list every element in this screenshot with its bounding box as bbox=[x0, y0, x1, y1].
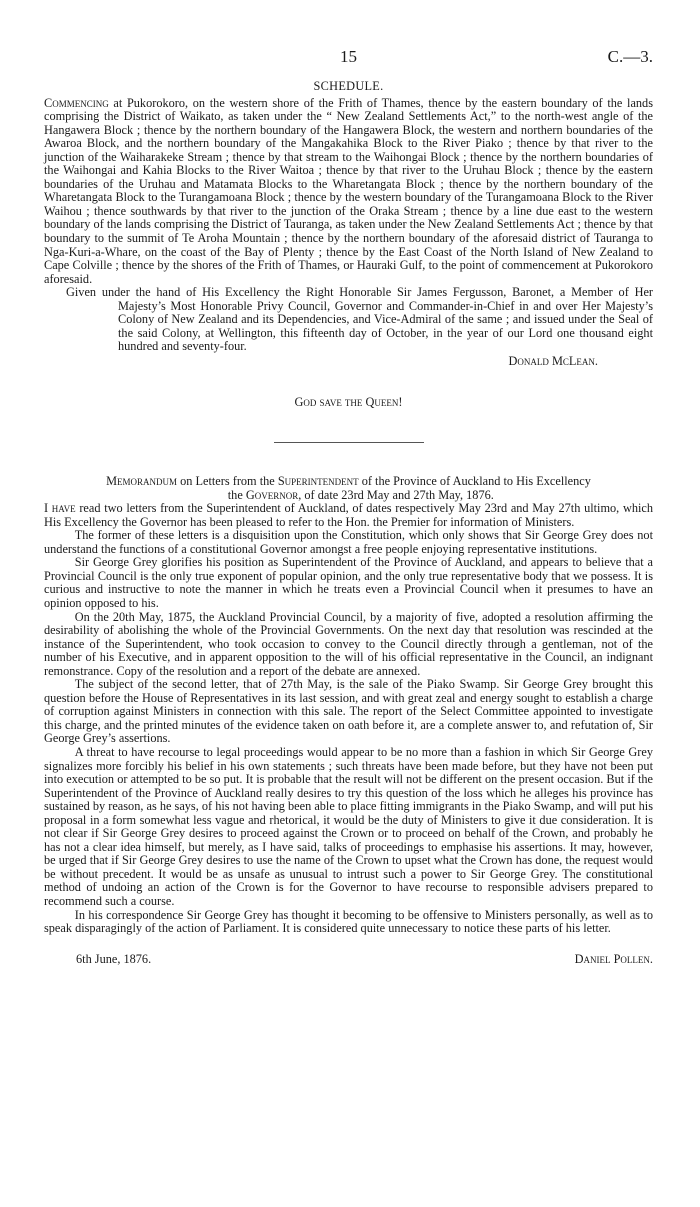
document-code: C.—3. bbox=[607, 47, 653, 66]
schedule-body: at Pukorokoro, on the western shore of the Frith of Thames, thence by the eastern boundary of the lands comprising the District of Waikato, as taken under the “ New Zealand Settlements Act,” to the north-west angle of the Hangawera Block ; thence by the northern boundary of the Hangawera Block, the western and northern boundaries of the Awaroa Block, and the northern boundary of the Mangakahika Block to the River Piako ; thence by that river to the junction of the Waiharakeke Stream ; thence by that stream to the Waihongai Block ; thence by the northern boundaries of the Waihongai and Kahia Blocks to the River Waitoa ; thence by that river to the Uruhau Block ; thence by the eastern boundaries of the Uruhau and Matamata Blocks to the Wharetangata Block ; thence by the northern boundary of the Wharetangata Block to the Turangamoana Block ; thence by the western boundary of the Turangamoana Block to the River Waihou ; thence southwards by that river to the junction of the Oraka Stream ; thence by a line due east to the western boundary of the lands comprising the District of Tauranga, as taken under the New Zealand Settlements Act ; thence by that boundary to the summit of Te Aroha Mountain ; thence by the northern boundary of the aforesaid district of Tauranga to Nga-Kuri-a-Whare, on the coast of the Bay of Plenty ; thence by the East Coast of the North Island of New Zealand to Cape Colville ; thence by the shores of the Frith of Thames, or Hauraki Gulf, to the point of commencement at Pukorokoro aforesaid. bbox=[44, 95, 653, 286]
schedule-paragraph bbox=[44, 97, 653, 287]
memo-paragraph-1-text: read two letters from the Superintendent of Auckland, of dates respectively May 23rd and May 27th ultimo, which His Excellency the Governor has been pleased to refer to the Hon. the Premier for information of Ministers. bbox=[44, 501, 653, 529]
memo-paragraph-6: A threat to have recourse to legal proceedings would appear to be no more than a fashion in which Sir George Grey signalizes more forcibly his belief in his own statements ; such threats have been made before, but they have not been put into execution or attempted to be so put. It is probable that the result will not be different on the present occasion. But if the Superintendent of the Province of Auckland really desires to try this question of the loss which he alleges his province has sustained by reason, as he says, of his not having been able to place fitting immigrants in the Piako Swamp, and will put his proposal in a form somewhat less vague and rhetorical, it would be the duty of Ministers to give it due consideration. It is not clear if Sir George Grey desires to proceed against the Crown or to proceed on behalf of the Crown, and probably he has not a clear idea himself, but merely, as I have said, talks of proceedings to emphasise his assertions. It may, however, be urged that if Sir George Grey desires to use the name of the Crown to upset what the Crown has done, the request would be without precedent. It would be as unsafe as unusual to intrust such a power to Sir George Grey. The constitutional method of undoing an action of the Crown is for the Governor to have recourse to responsible advisers prepared to recommend such a course. bbox=[44, 744, 653, 908]
memo-paragraph-3: Sir George Grey glorifies his position as Superintendent of the Province of Auckland, and appears to believe that a Provincial Council is the only true exponent of popular opinion, and the only true representative body that we possess. It is curious and instructive to note the manner in which he treats even a Provincial Council when it presumes to have an opinion opposed to his. bbox=[44, 555, 653, 610]
memo-paragraph-7: In his correspondence Sir George Grey has thought it becoming to be offensive to Ministers personally, as well as to speak disparagingly of the action of Parliament. It is considered quite unnecessary to notice these parts of his letter. bbox=[44, 907, 653, 936]
memo-paragraph-4: On the 20th May, 1875, the Auckland Provincial Council, by a majority of five, adopted a resolution affirming the desirability of abolishing the whole of the Provincial Governments. On the next day that resolution was rescinded at the instance of the Superintendent, who took occasion to convey to the Council directly through a gentleman, not of the number of his Executive, and in apparent opposition to the will of his official representative in the Council, an indignant remonstrance. Copy of the resolution and a report of the debate are annexed. bbox=[44, 609, 653, 678]
schedule-heading: SCHEDULE. bbox=[313, 79, 384, 93]
memo-date: 6th June, 1876. bbox=[76, 951, 152, 966]
given-clause: Given under the hand of His Excellency the Right Honorable Sir James Fergusson, Baronet, a Member of Her Majesty’s Most Honorable Privy Council, Governor and Commander-in-Chief in and over Her Majesty’s Colony of New Zealand and its Dependencies, and Vice-Admiral of the same ; and issued under the Seal of the said Colony, at Wellington, this fifteenth day of October, in the year of our Lord one thousand eight hundred and seventy-four. bbox=[66, 285, 653, 354]
memo-title-lead: Memorandum bbox=[106, 474, 178, 489]
god-save-the-queen: God save the Queen! bbox=[294, 395, 403, 410]
memo-title-part: the bbox=[227, 487, 246, 502]
memo-title-part: , of date 23rd May and 27th May, 1876. bbox=[298, 487, 494, 502]
schedule-signer: Donald McLean. bbox=[508, 353, 598, 368]
memo-paragraph-5: The subject of the second letter, that of 27th May, is the sale of the Piako Swamp. Sir George Grey brought this question before the House of Representatives in its last session, and with great zeal and energy sought to establish a charge of corruption against Ministers in connection with this sale. The report of the Select Committee appointed to investigate this charge, and the printed minutes of the evidence taken on oath before it, are a complete answer to, and refutation of, Sir George Grey’s assertions. bbox=[44, 677, 653, 746]
memo-paragraph-1 bbox=[44, 502, 653, 529]
memo-lead: I have bbox=[44, 501, 76, 516]
memo-title bbox=[44, 475, 653, 502]
memo-title-superintendent: Superintendent bbox=[277, 474, 359, 489]
memo-paragraph-2: The former of these letters is a disquisition upon the Constitution, which only shows that Sir George Grey does not understand the functions of a constitutional Governor amongst a free people enjoying representative institutions. bbox=[44, 528, 653, 556]
section-divider bbox=[274, 442, 424, 443]
memo-title-part: on Letters from the bbox=[177, 474, 278, 489]
memo-title-governor: Governor bbox=[245, 487, 299, 502]
page-header bbox=[44, 0, 653, 66]
page-number: 15 bbox=[340, 47, 357, 66]
memo-signer: Daniel Pollen. bbox=[574, 951, 653, 966]
schedule-lead: Commencing bbox=[44, 95, 109, 110]
memo-signature-line bbox=[44, 953, 653, 967]
memo-title-line2 bbox=[69, 489, 653, 503]
memo-title-part: of the Province of Auckland to His Excellency bbox=[358, 474, 591, 489]
